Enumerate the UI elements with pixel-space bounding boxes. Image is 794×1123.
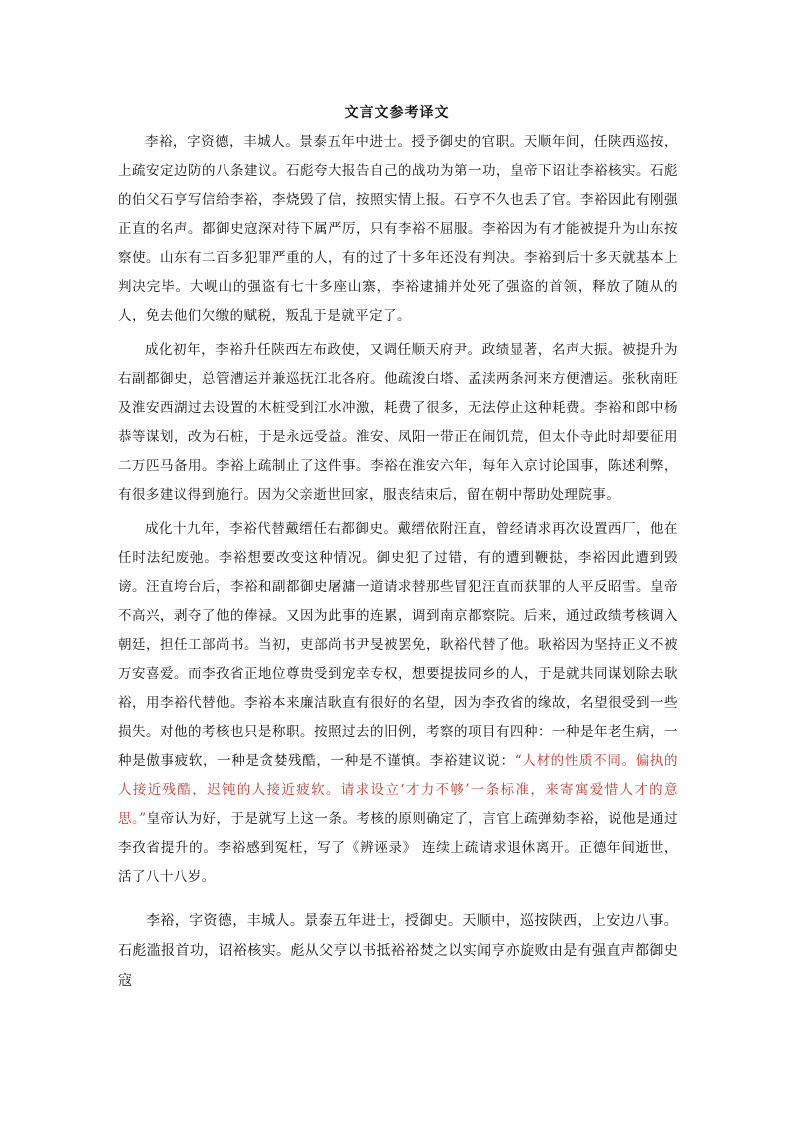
translation-paragraph-1: 李裕，字资德，丰城人。景泰五年中进士。授予御史的官职。天顺年间，任陕西巡按，上疏安定边防的八条建议。石彪夸大报告自己的战功为第一功，皇帝下诏让李裕核实。石彪的伯父石亨写信给李裕，李烧毁了信，按照实情上报。石亨不久也丢了官。李裕因此有刚强正直的名声。都御史寇深对待下属严厉，只有李裕不屈服。李裕因为有才能被提升为山东按察使。山东有二百多犯罪严重的人，有的过了十多年还没有判决。李裕到后十多天就基本上判决完毕。大岘山的强盗有七十多座山寨，李裕逮捕并处死了强盗的首领，释放了随从的人，免去他们欠缴的赋税，叛乱于是就平定了。: [118, 134, 678, 324]
document-body: [118, 128, 678, 1001]
paragraph-3-text-after: 皇帝认为好，于是就写上这一条。考核的原则确定了，言官上疏弹劾李裕，说他是通过李孜省提升的。李裕感到冤枉，写了《辨诬录》 连续上疏请求退休离开。正德年间逝世，活了八十八岁。: [118, 811, 678, 885]
translation-paragraph-3: [118, 515, 678, 892]
original-text-paragraph: 李裕，字资德，丰城人。景泰五年进士，授御史。天顺中，巡按陕西，上安边八事。石彪滥报首功，诏裕核实。彪从父亨以书抵裕裕焚之以实闻亨亦旋败由是有强直声都御史寇: [118, 913, 678, 989]
highlighted-quote: “人材的性质不同。偏执的人接近残酷，迟钝的人接近疲软。请求设立‘才力不够’一条标准，来寄寓爱惜人才的意思。”: [118, 753, 678, 827]
translation-paragraph-2: 成化初年，李裕升任陕西左布政使，又调任顺天府尹。政绩显著，名声大振。被提升为右副都御史，总管漕运并兼巡抚江北各府。他疏浚白塔、孟渎两条河来方便漕运。张秋南旺及淮安西湖过去设置的木桩受到江水冲激，耗费了很多，无法停止这种耗费。李裕和郎中杨恭等谋划，改为石桩，于是永远受益。淮安、凤阳一带正在闹饥荒，但太仆寺此时却要征用二万匹马备用。李裕上疏制止了这件事。李裕在淮安六年，每年入京讨论国事，陈述利弊，有很多建议得到施行。因为父亲逝世回家，服丧结束后，留在朝中帮助处理院事。: [118, 342, 678, 503]
paragraph-3-text-before: 成化十九年，李裕代替戴缙任右都御史。戴缙依附汪直，曾经请求再次设置西厂，他在任时法纪废弛。李裕想要改变这种情况。御史犯了过错，有的遭到鞭挞，李裕因此遭到毁谤。汪直垮台后，李裕和副都御史屠滽一道请求替那些冒犯汪直而获罪的人平反昭雪。皇帝不高兴，剥夺了他的俸禄。又因为此事的连累，调到南京都察院。后来，通过政绩考核调入朝廷，担任工部尚书。当初，吏部尚书尹旻被罢免，耿裕代替了他。耿裕因为坚持正义不被万安喜爱。而李孜省正地位尊贵受到宠幸专权，想要提拔同乡的人，于是就共同谋划除去耿裕，用李裕代替他。李裕本来廉洁耿直有很好的名望，因为李孜省的缘故，名望很受到一些损失。对他的考核也只是称职。按照过去的旧例，考察的项目有四种：一种是年老生病，一种是傲事疲软，一种是贪婪残酷，一种是不谨慎。李裕建议说：: [118, 521, 678, 769]
document-title: 文言文参考译文: [344, 105, 450, 121]
